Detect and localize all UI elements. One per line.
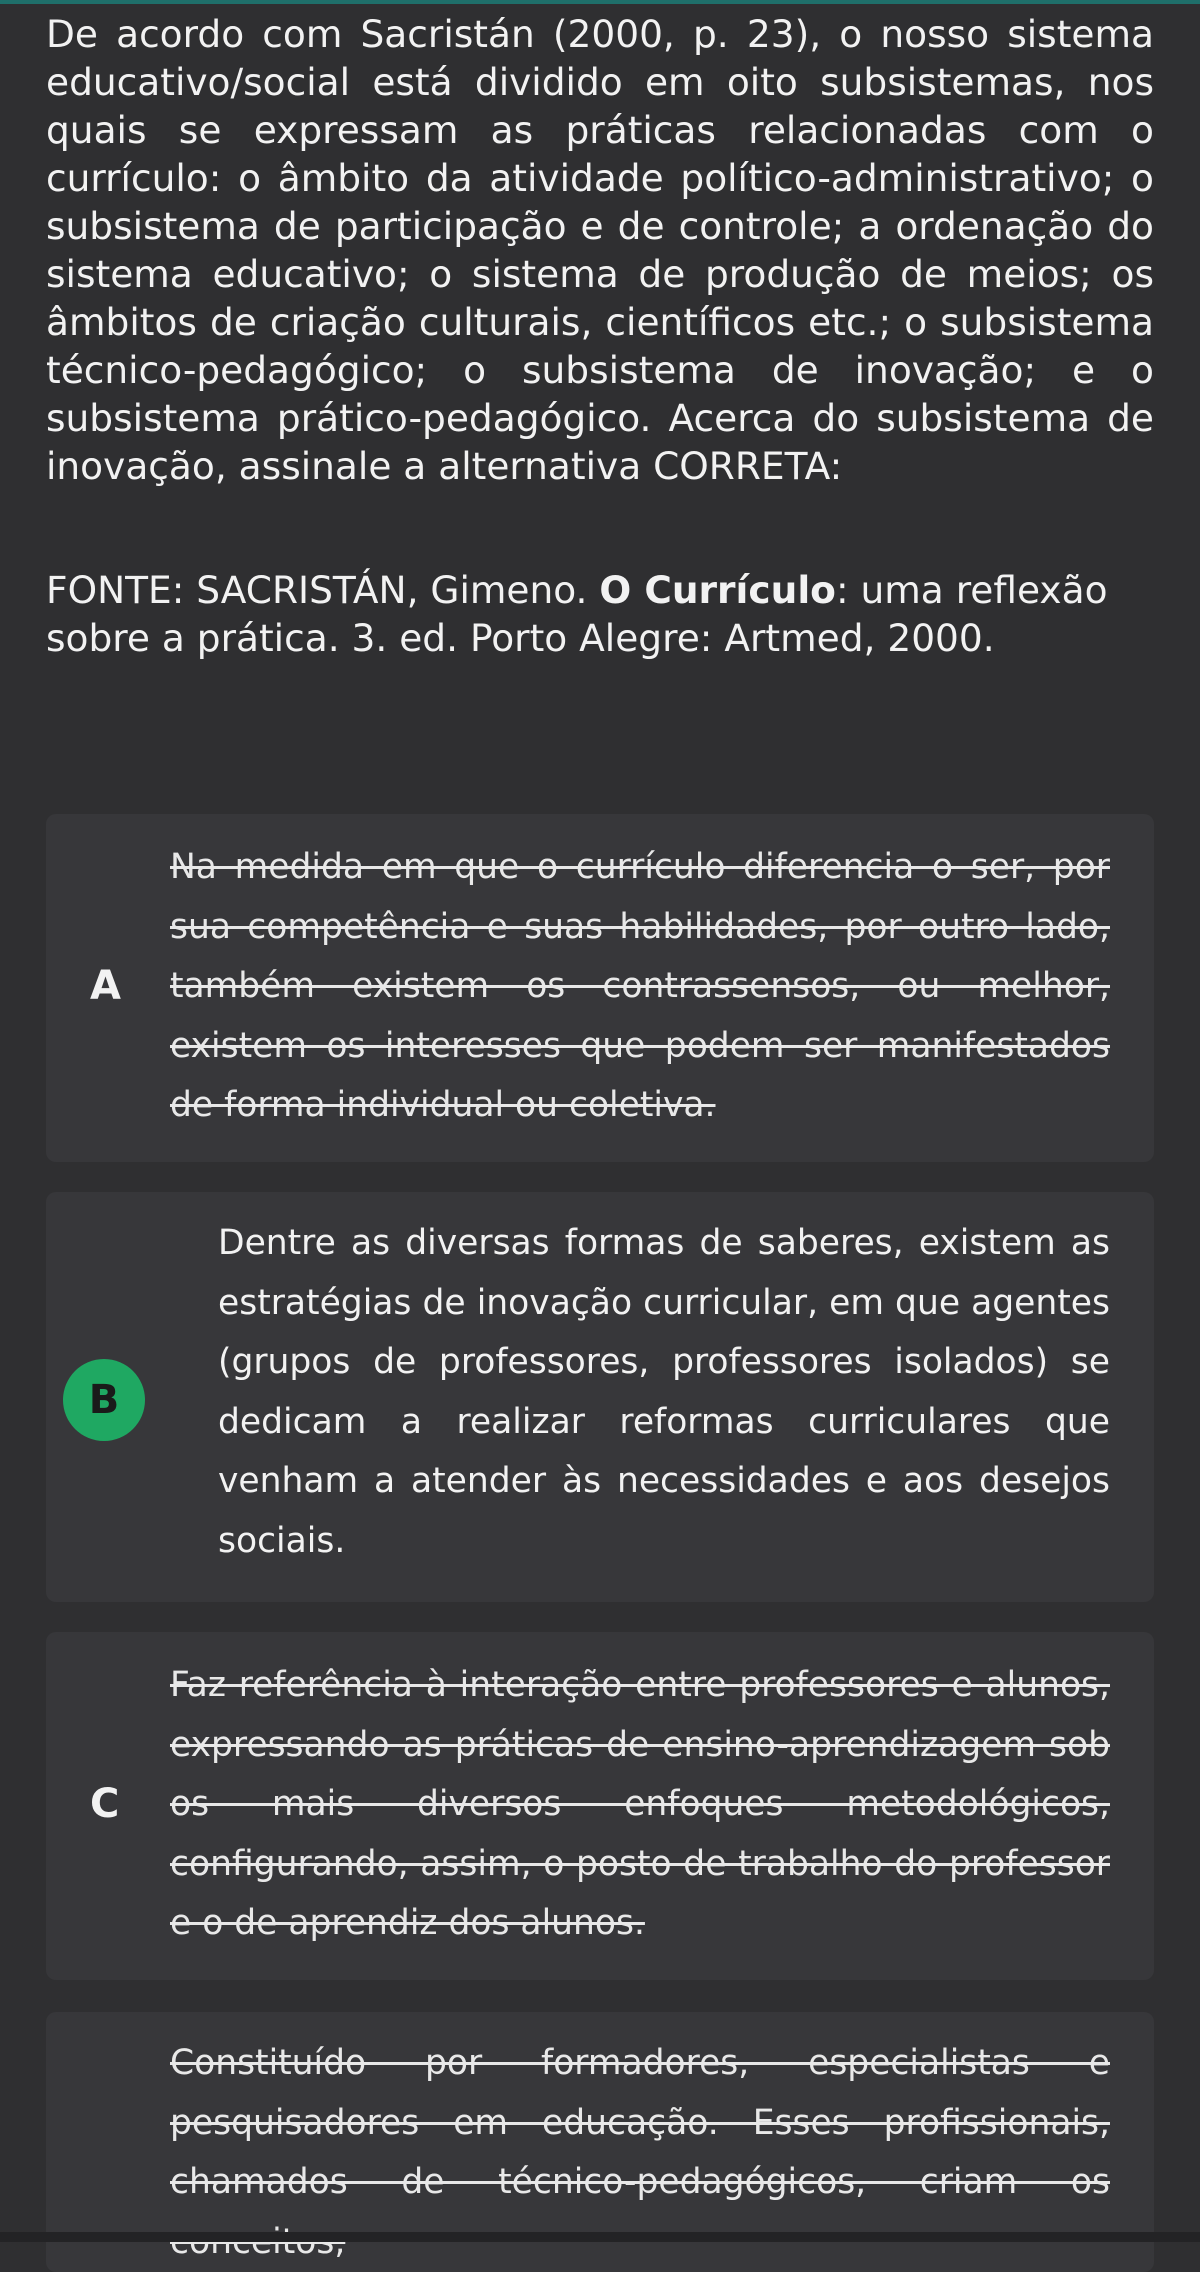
bottom-edge xyxy=(0,2232,1200,2242)
option-text: Na medida em que o currículo diferencia o ser, por sua competência e suas habilidades, por outro lado, também existem os contrassensos, ou melhor, existem os interesses que podem ser manifestados de forma individual ou coletiva. xyxy=(170,847,1110,1125)
option-c[interactable] xyxy=(46,1632,1154,1980)
source-title: O Currículo xyxy=(599,568,836,612)
source-prefix: FONTE: SACRISTÁN, Gimeno. xyxy=(46,568,600,612)
option-letter: C xyxy=(90,1781,120,1827)
selected-letter-badge: B xyxy=(63,1359,145,1441)
option-letter: A xyxy=(90,963,121,1009)
source-suffix: : uma reflexão sobre a prática. 3. ed. Porto Alegre: Artmed, 2000. xyxy=(46,568,1108,660)
source-citation xyxy=(46,566,1154,662)
option-a[interactable] xyxy=(46,814,1154,1162)
option-text: Constituído por formadores, especialistas e pesquisadores em educação. Esses profissionais, chamados de técnico-pedagógicos, criam os xyxy=(170,2043,1110,2202)
option-text: Faz referência à interação entre professores e alunos, expressando as práticas de ensino-aprendizagem sob os mais diversos enfoques metodológicos, configurando, assim, o posto de trabalho do professor e o de aprendiz dos alunos. xyxy=(170,1665,1110,1943)
option-text: Dentre as diversas formas de saberes, existem as estratégias de inovação curricular, em que agentes (grupos de professores, professores isolados) se dedicam a realizar reformas curriculares que venham a atender às necessidades e aos desejos sociais. xyxy=(218,1223,1110,1561)
top-accent-bar xyxy=(0,0,1200,4)
question-text: De acordo com Sacristán (2000, p. 23), o nosso sistema educativo/social está dividido em oito subsistemas, nos quais se expressam as práticas relacionadas com o currículo: o âmbito da atividade político-administrativo; o subsistema de participação e de controle; a ordenação do sistema educativo; o sistema de produção de meios; os âmbitos de criação culturais, científicos etc.; o subsistema técnico-pedagógico; o subsistema de inovação; e o subsistema prático-pedagógico. Acerca do subsistema de inovação, assinale a alternativa CORRETA: xyxy=(46,12,1154,488)
option-b[interactable] xyxy=(46,1192,1154,1602)
